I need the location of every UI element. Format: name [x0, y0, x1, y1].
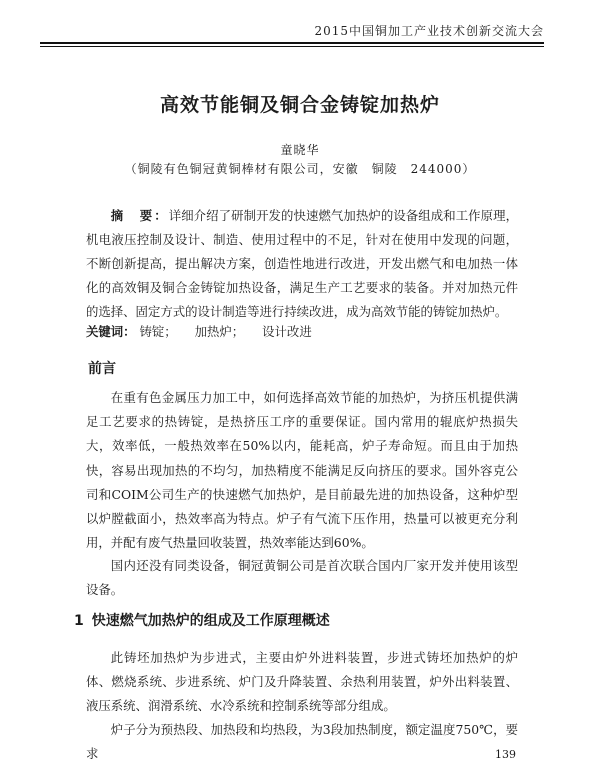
section-heading-preface: 前言 — [88, 361, 116, 377]
header-rule — [40, 42, 544, 44]
body-paragraph: 此铸坯加热炉为步进式，主要由炉外进料装置，步进式铸坯加热炉的炉体、燃烧系统、步进系统、炉门及升降装置、余热利用装置，炉外出料装置、液压系统、润滑系统、水冷系统和控制系统等部分组成。 — [86, 650, 518, 714]
paper-title: 高效节能铜及铜合金铸锭加热炉 — [159, 94, 440, 116]
header-rule-thin — [40, 46, 544, 47]
section-heading-text: 快速燃气加热炉的组成及工作原理概述 — [91, 613, 330, 629]
abstract-label: 摘 要： — [110, 208, 169, 223]
keywords-label: 关键词： — [86, 324, 136, 339]
keyword: 加热炉； — [194, 324, 245, 339]
keyword: 设计改进 — [262, 324, 312, 339]
keyword: 铸锭； — [139, 324, 177, 339]
section-heading-1 — [74, 610, 330, 630]
body-paragraph: 在重有色金属压力加工中，如何选择高效节能的加热炉，为挤压机提供满足工艺要求的热铸锭，是热挤压工序的重要保证。国内常用的辊底炉热损失大，效率低，一般热效率在50%以内，能耗高，炉子寿命短。而且由于加热快，容易出现加热的不均匀，加热精度不能满足反向挤压的要求。国外容克公司和COIM公司生产的快速燃气加热炉，是目前最先进的加热设备，这种炉型以炉膛截面小，热效率高为特点。炉子有气流下压作用，热量可以被更充分利用，并配有废气热量回收装置，热效率能达到60%。 — [86, 390, 518, 551]
page-number: 139 — [495, 748, 516, 761]
body-paragraph: 炉子分为预热段、加热段和均热段，为3段加热制度，额定温度750℃，要求 — [86, 722, 518, 762]
abstract — [86, 204, 518, 324]
running-head: 2015中国铜加工产业技术创新交流大会 — [314, 24, 544, 38]
section-number: 1 — [74, 613, 84, 629]
author-affiliation: （铜陵有色铜冠黄铜棒材有限公司，安徽 铜陵 244000） — [124, 162, 476, 176]
body-paragraph: 国内还没有同类设备，铜冠黄铜公司是首次联合国内厂家开发并使用该型设备。 — [86, 558, 518, 598]
author-name: 童晓华 — [280, 143, 320, 157]
keywords — [86, 320, 526, 344]
abstract-text: 详细介绍了研制开发的快速燃气加热炉的设备组成和工作原理，机电液压控制及设计、制造、使用过程中的不足，针对在使用中发现的问题，不断创新提高，提出解决方案，创造性地进行改进，开发出燃气和电加热一体化的高效铜及铜合金铸锭加热设备，满足生产工艺要求的装备。并对加热元件的选择、固定方式的设计制造等进行持续改进，成为高效节能的铸锭加热炉。 — [86, 208, 519, 319]
